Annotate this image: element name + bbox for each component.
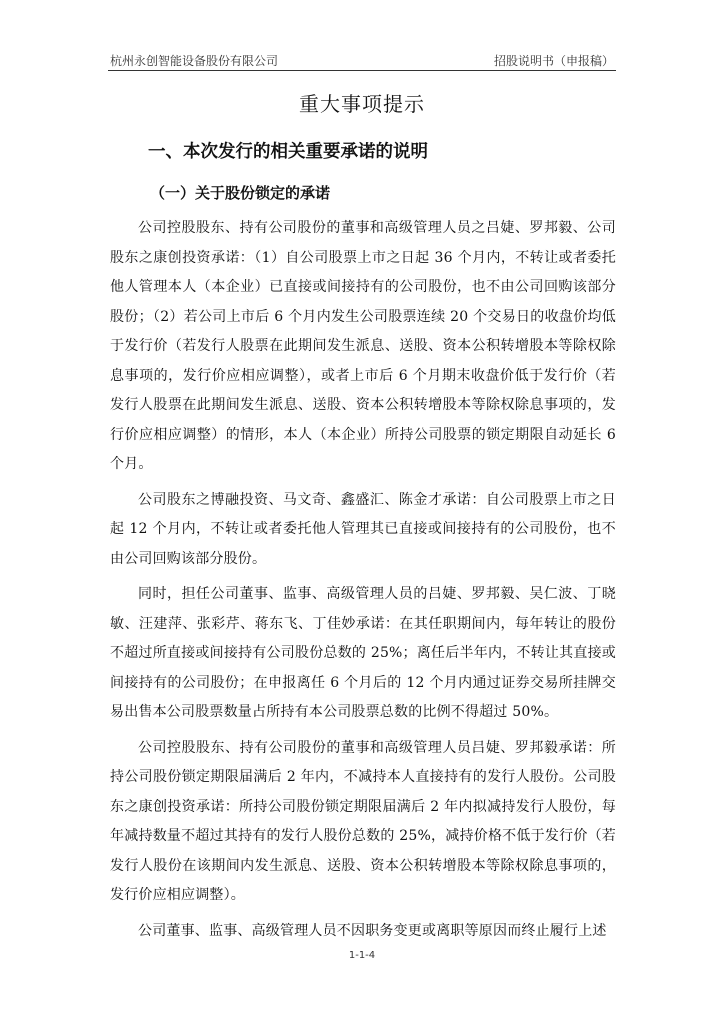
page-header — [108, 50, 616, 71]
page-number: 1-1-4 — [348, 950, 376, 961]
paragraph: 公司控股股东、持有公司股份的董事和高级管理人员吕婕、罗邦毅承诺：所持公司股份锁定期限届满后 2 年内，不减持本人直接持有的发行人股份。公司股东之康创投资承诺：所持公司股份锁定期限届满后 2 年内拟减持发行人股份，每年减持数量不超过其持有的发行人股份总数的 25%，减持价格不低于发行价（若发行人股份在该期间内发生派息、送股、资本公积转增股本等除权除息事项的，发行价应相应调整）。 — [110, 739, 616, 903]
paragraph: 公司董事、监事、高级管理人员不因职务变更或离职等原因而终止履行上述 — [138, 922, 607, 939]
paragraph: 同时，担任公司董事、监事、高级管理人员的吕婕、罗邦毅、吴仁波、丁晓敏、汪建萍、张彩芹、蒋东飞、丁佳妙承诺：在其任职期间内，每年转让的股份不超过所直接或间接持有公司股份总数的 25%；离任后半年内，不转让其直接或间接持有的公司股份；在申报离任 6 个月后的 12 个月内通过证券交易所挂牌交易出售本公司股票数量占所持有本公司股票总数的比例不得超过 50%。 — [110, 586, 616, 720]
paragraph: 公司控股股东、持有公司股份的董事和高级管理人员之吕婕、罗邦毅、公司股东之康创投资承诺：（1）自公司股票上市之日起 36 个月内，不转让或者委托他人管理本人（本企业）已直接或间接持有的公司股份，也不由公司回购该部分股份；（2）若公司上市后 6 个月内发生公司股票连续 20 个交易日的收盘价均低于发行价（若发行人股票在此期间发生派息、送股、资本公积转增股本等除权除息事项的，发行价应相应调整），或者上市后 6 个月期末收盘价低于发行价（若发行人股票在此期间发生派息、送股、资本公积转增股本等除权除息事项的，发行价应相应调整）的情形，本人（本企业）所持公司股票的锁定期限自动延长 6 个月。 — [110, 220, 616, 472]
paragraph: 公司股东之博融投资、马文奇、鑫盛汇、陈金才承诺：自公司股票上市之日起 12 个月内，不转让或者委托他人管理其已直接或间接持有的公司股份，也不由公司回购该部分股份。 — [110, 491, 616, 567]
section-heading: 一、本次发行的相关重要承诺的说明 — [148, 142, 428, 162]
body-text — [110, 214, 616, 952]
header-company-name: 杭州永创智能设备股份有限公司 — [110, 54, 279, 68]
header-document-type: 招股说明书（申报稿） — [493, 54, 614, 68]
subsection-heading: （一）关于股份锁定的承诺 — [150, 184, 331, 202]
page-title: 重大事项提示 — [299, 92, 425, 116]
